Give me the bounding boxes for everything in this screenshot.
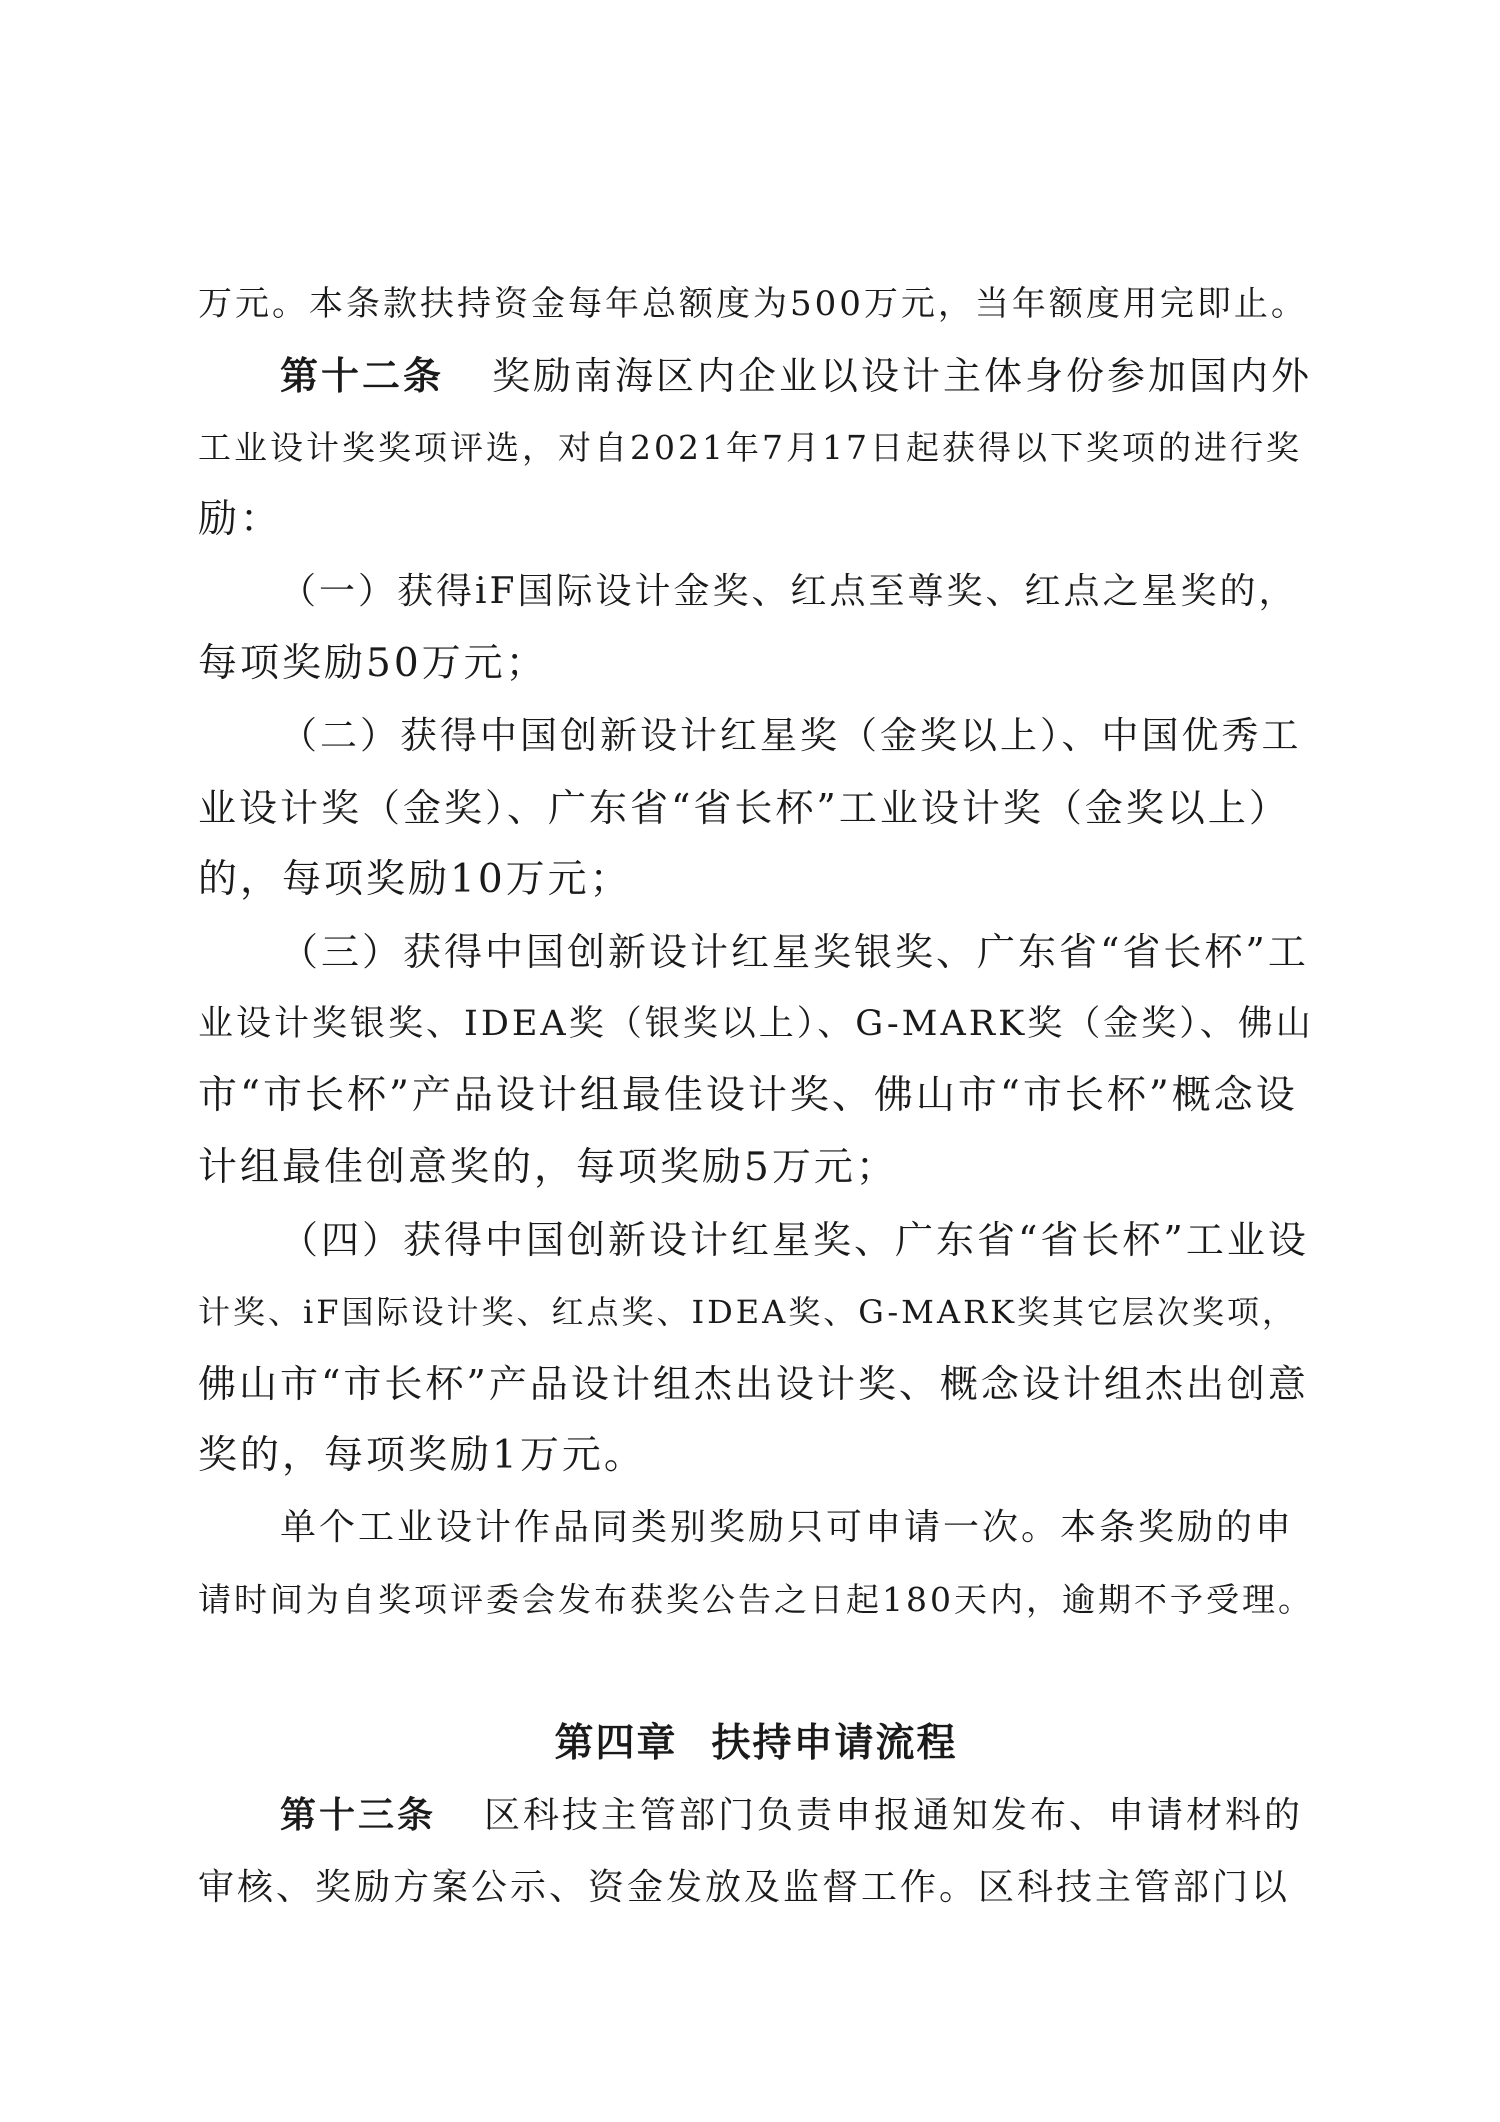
text-line <box>198 1420 1314 1492</box>
item-1-line <box>198 556 1314 628</box>
paragraph-text: 审核、奖励方案公示、资金发放及监督工作。区科技主管部门以 <box>198 1867 1291 1908</box>
text-line <box>198 1852 1314 1924</box>
text-line <box>198 412 1314 484</box>
list-item-text: （一）获得iF国际设计金奖、红点至尊奖、红点之星奖的， <box>280 571 1298 612</box>
list-item-text: 业设计奖银奖、IDEA奖（银奖以上）、G-MARK奖（金奖）、佛山 <box>198 1004 1314 1044</box>
article-13-heading: 第十三条 <box>280 1795 437 1836</box>
text-line <box>198 484 1314 556</box>
paragraph-text: 区科技主管部门负责申报通知发布、申请材料的 <box>484 1795 1304 1836</box>
list-item-text: 市“市长杯”产品设计组最佳设计奖、佛山市“市长杯”概念设 <box>198 1073 1298 1118</box>
text-line <box>198 1564 1314 1636</box>
paragraph-text: 单个工业设计作品同类别奖励只可申请一次。本条奖励的申 <box>280 1507 1295 1548</box>
list-item-text: （二）获得中国创新设计红星奖（金奖以上）、中国优秀工 <box>280 714 1302 757</box>
list-item-text: （四）获得中国创新设计红星奖、广东省“省长杯”工业设 <box>280 1218 1309 1262</box>
chapter-heading <box>198 1708 1314 1780</box>
paragraph-text: 励： <box>198 497 283 542</box>
list-item-text: 每项奖励50万元； <box>198 641 548 686</box>
document-page <box>198 268 1314 1924</box>
chapter-title: 扶持申请流程 <box>711 1721 958 1766</box>
paragraph-text: 万元。本条款扶持资金每年总额度为500万元，当年额度用完即止。 <box>198 284 1308 324</box>
text-line <box>198 1492 1314 1564</box>
list-item-text: 佛山市“市长杯”产品设计组杰出设计奖、概念设计组杰出创意 <box>198 1362 1309 1406</box>
text-line <box>198 1132 1314 1204</box>
text-line <box>198 988 1314 1060</box>
list-item-text: （三）获得中国创新设计红星奖银奖、广东省“省长杯”工 <box>280 930 1309 974</box>
list-item-text: 奖的，每项奖励1万元。 <box>198 1433 646 1478</box>
text-line <box>198 268 1314 340</box>
item-4-line <box>198 1204 1314 1276</box>
article-12-first-line <box>198 340 1314 412</box>
article-12-heading: 第十二条 <box>280 354 445 398</box>
text-line <box>198 1060 1314 1132</box>
text-line <box>198 844 1314 916</box>
list-item-text: 计组最佳创意奖的，每项奖励5万元； <box>198 1145 898 1190</box>
chapter-number: 第四章 <box>554 1721 678 1766</box>
text-line <box>198 628 1314 700</box>
paragraph-text: 工业设计奖奖项评选，对自2021年7月17日起获得以下奖项的进行奖 <box>198 428 1302 467</box>
list-item-text: 计奖、iF国际设计奖、红点奖、IDEA奖、G-MARK奖其它层次奖项， <box>198 1293 1298 1331</box>
item-2-line <box>198 700 1314 772</box>
text-line <box>198 1276 1314 1348</box>
paragraph-text: 奖励南海区内企业以设计主体身份参加国内外 <box>492 354 1313 398</box>
paragraph-text: 请时间为自奖项评委会发布获奖公告之日起180天内，逾期不予受理。 <box>198 1580 1314 1619</box>
text-line <box>198 1348 1314 1420</box>
text-line <box>198 772 1314 844</box>
list-item-text: 的，每项奖励10万元； <box>198 857 632 902</box>
list-item-text: 业设计奖（金奖）、广东省“省长杯”工业设计奖（金奖以上） <box>198 786 1290 830</box>
item-3-line <box>198 916 1314 988</box>
article-13-first-line <box>198 1780 1314 1852</box>
